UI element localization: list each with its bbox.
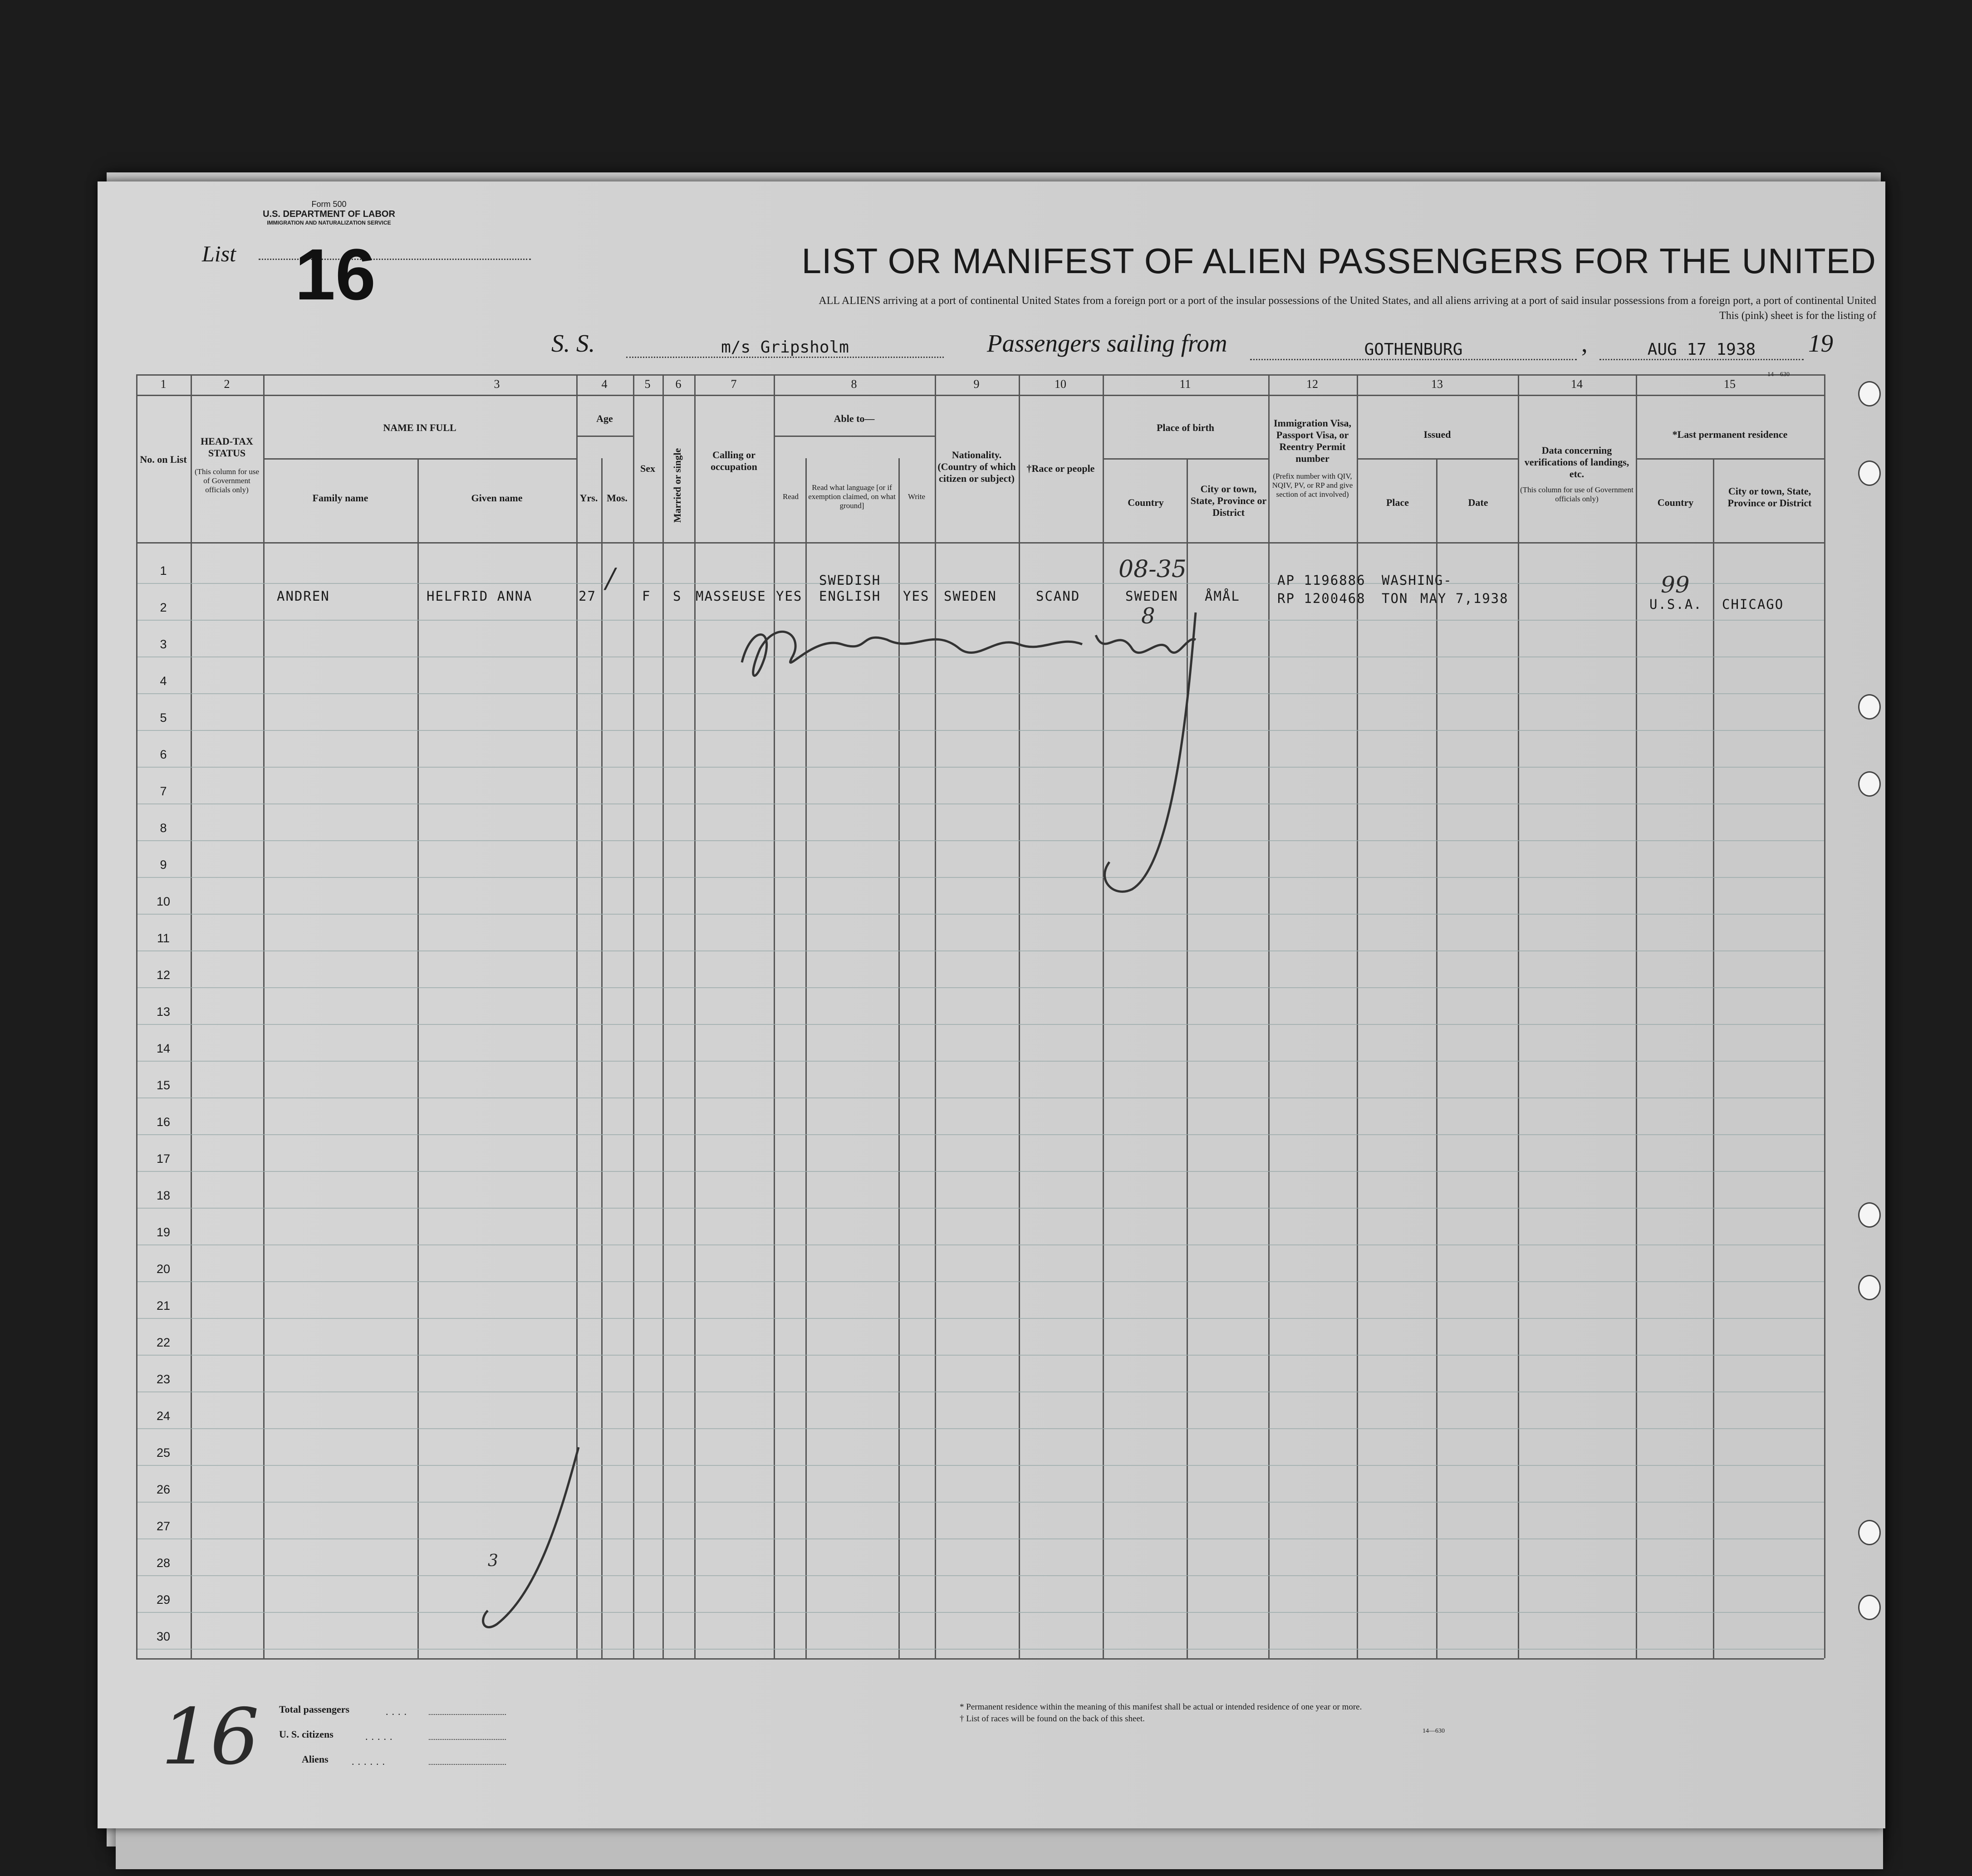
row-number: 19 — [156, 1225, 171, 1239]
footnote-races: † List of races will be found on the back of this sheet. — [960, 1714, 1145, 1724]
header-birth-country: Country — [1128, 497, 1164, 508]
header-head-tax-note: (This column for use of Government officials only) — [194, 467, 260, 494]
binder-hole — [1858, 460, 1881, 486]
column-number: 3 — [494, 377, 500, 391]
row-rule — [137, 1134, 1824, 1135]
row-number: 5 — [160, 711, 167, 725]
header-place-of-birth: Place of birth — [1156, 422, 1215, 433]
header-visa-note: (Prefix number with QIV, NQIV, PV, or RP and give section of act involved) — [1272, 472, 1353, 499]
row-rule — [137, 1575, 1824, 1576]
service: IMMIGRATION AND NATURALIZATION SERVICE — [267, 220, 391, 226]
us-citizens-label: U. S. citizens — [279, 1729, 334, 1740]
ship-name: m/s Gripsholm — [626, 338, 944, 358]
header-no-on-list: No. on List — [140, 454, 187, 465]
list-number: 16 — [295, 234, 376, 315]
year-label: 19 — [1808, 329, 1833, 357]
column-number: 15 — [1724, 377, 1736, 391]
binder-hole — [1858, 771, 1881, 797]
subheader-line — [576, 436, 633, 437]
header-bottom-border — [136, 542, 1824, 544]
entry-race: SCAND — [1036, 588, 1080, 604]
binder-hole — [1858, 1595, 1881, 1620]
subheader-line — [1103, 458, 1268, 460]
departure-date: AUG 17 1938 — [1599, 340, 1804, 360]
subheader-line — [1636, 458, 1824, 460]
row-rule — [137, 950, 1824, 951]
row-number: 16 — [156, 1115, 171, 1129]
page-title: LIST OR MANIFEST OF ALIEN PASSENGERS FOR THE UNITED — [801, 241, 1876, 281]
leader-dots: ..... — [365, 1731, 396, 1742]
row-number: 18 — [156, 1189, 171, 1202]
row-rule — [137, 583, 1824, 584]
header-last-residence: *Last permanent residence — [1672, 429, 1788, 440]
entry-language-1: SWEDISH — [819, 573, 881, 588]
col-line — [601, 458, 603, 1658]
entry-sex: F — [642, 588, 651, 604]
binder-hole — [1858, 1275, 1881, 1300]
header-read-language: Read what language [or if exemption claimed, on what ground] — [808, 483, 896, 510]
subtitle-line-2: This (pink) sheet is for the listing of — [1719, 310, 1876, 322]
row-number: 9 — [160, 858, 167, 872]
row-rule — [137, 1171, 1824, 1172]
header-race: †Race or people — [1026, 463, 1095, 474]
subtitle-line-1: ALL ALIENS arriving at a port of continental United States from a foreign port or a port of the insular possessions of the United States, and all aliens arriving at a port of said insular possessions from a foreign port, a port of continental United — [819, 295, 1876, 307]
entry-issued-place-1: WASHING- — [1382, 573, 1452, 588]
department: U.S. DEPARTMENT OF LABOR — [263, 209, 395, 219]
row-rule — [137, 1208, 1824, 1209]
header-head-tax: HEAD-TAX STATUS — [201, 436, 253, 459]
aliens-label: Aliens — [302, 1754, 329, 1765]
header-married: Married or single — [672, 448, 683, 523]
table-bottom-border — [136, 1658, 1824, 1660]
handwritten-code: 08-35 — [1118, 556, 1187, 583]
subheader-line — [1357, 458, 1518, 460]
row-rule — [137, 1281, 1824, 1282]
aliens-line — [429, 1764, 506, 1765]
entry-nationality: SWEDEN — [944, 588, 997, 604]
handwritten-residence-mark: 99 — [1661, 572, 1690, 598]
list-label: List — [202, 241, 236, 266]
row-number: 22 — [156, 1336, 171, 1349]
row-number: 21 — [156, 1299, 171, 1313]
header-yrs: Yrs. — [579, 492, 598, 504]
row-number: 27 — [156, 1519, 171, 1533]
row-rule — [137, 1612, 1824, 1613]
leader-dots: .... — [386, 1706, 410, 1717]
row-number: 15 — [156, 1078, 171, 1092]
entry-read: YES — [776, 588, 803, 604]
form-number: Form 500 — [311, 200, 347, 209]
header-verifications: Data concerning verifications of landings, etc. — [1524, 445, 1629, 480]
row-number: 14 — [156, 1042, 171, 1055]
row-rule — [137, 1061, 1824, 1062]
row-rule — [137, 1244, 1824, 1245]
handwritten-sheet-number: 16 — [161, 1692, 260, 1782]
entry-issued-place-2: TON — [1382, 591, 1408, 606]
entry-family-name: ANDREN — [277, 588, 330, 604]
binder-hole — [1858, 1202, 1881, 1228]
column-number: 11 — [1179, 377, 1191, 391]
row-number: 11 — [157, 931, 170, 945]
row-rule — [137, 1649, 1824, 1650]
handwritten-row-mark: 3 — [488, 1552, 498, 1570]
header-sex: Sex — [640, 463, 655, 474]
entry-visa-1: AP 1196886 — [1277, 573, 1366, 588]
row-number: 7 — [160, 784, 167, 798]
entry-age: 27 — [579, 588, 596, 604]
entry-birth-country: SWEDEN — [1125, 588, 1178, 604]
column-number: 4 — [601, 377, 608, 391]
subheader-line — [774, 436, 935, 437]
comma: , — [1581, 329, 1588, 357]
total-passengers-label: Total passengers — [279, 1704, 350, 1715]
column-number: 14 — [1571, 377, 1583, 391]
header-age: Age — [596, 413, 613, 424]
row-number: 20 — [156, 1262, 171, 1276]
form-code-top: 14—630 — [1767, 371, 1790, 378]
row-number: 25 — [156, 1446, 171, 1460]
col-line — [1713, 458, 1714, 1658]
entry-language-2: ENGLISH — [819, 588, 881, 604]
row-number: 12 — [156, 968, 171, 982]
binder-hole — [1858, 1520, 1881, 1545]
row-rule — [137, 1502, 1824, 1503]
manifest-sheet — [98, 181, 1885, 1828]
header-name-in-full: NAME IN FULL — [383, 422, 456, 433]
row-rule — [137, 1465, 1824, 1466]
column-number: 8 — [851, 377, 857, 391]
row-number: 8 — [160, 821, 167, 835]
subheader-line — [263, 458, 576, 460]
entry-issued-date: MAY 7,1938 — [1420, 591, 1509, 606]
row-rule — [137, 1318, 1824, 1319]
entry-given-name: HELFRID ANNA — [427, 588, 533, 604]
column-number: 13 — [1431, 377, 1443, 391]
col-number-border — [136, 395, 1824, 396]
us-citizens-line — [429, 1739, 506, 1740]
row-rule — [137, 1428, 1824, 1429]
entry-visa-2: RP 1200468 — [1277, 591, 1366, 606]
header-res-country: Country — [1657, 497, 1694, 508]
entry-res-country: U.S.A. — [1649, 597, 1702, 612]
header-issued: Issued — [1423, 429, 1451, 440]
signature-scribble — [724, 608, 1295, 898]
row-number: 24 — [156, 1409, 171, 1423]
row-number: 1 — [160, 564, 167, 578]
row-rule — [137, 914, 1824, 915]
column-number: 9 — [973, 377, 980, 391]
row-rule — [137, 987, 1824, 988]
row-rule — [137, 1355, 1824, 1356]
col-line — [417, 458, 419, 1658]
handwritten-mark: / — [606, 563, 615, 594]
col-line — [1436, 458, 1437, 1658]
table-top-border — [136, 374, 1824, 376]
header-visa: Immigration Visa, Passport Visa, or Reentry Permit number — [1273, 417, 1352, 464]
row-rule — [137, 1391, 1824, 1392]
row-number: 30 — [156, 1630, 171, 1643]
total-passengers-line — [429, 1714, 506, 1715]
entry-birth-city: ÅMÅL — [1205, 588, 1240, 604]
ss-label: S. S. — [551, 329, 595, 357]
departure-port: GOTHENBURG — [1250, 340, 1577, 360]
header-nationality: Nationality. (Country of which citizen or subject) — [937, 449, 1016, 484]
column-number: 5 — [644, 377, 651, 391]
leader-dots: ...... — [352, 1756, 388, 1767]
row-number: 4 — [160, 674, 167, 688]
header-read: Read — [783, 492, 799, 501]
column-number: 12 — [1306, 377, 1318, 391]
binder-hole — [1858, 381, 1881, 407]
sailing-label: Passengers sailing from — [987, 329, 1227, 357]
row-number: 2 — [160, 601, 167, 614]
entry-write: YES — [903, 588, 930, 604]
row-number: 28 — [156, 1556, 171, 1570]
column-number: 10 — [1055, 377, 1066, 391]
row-number: 13 — [156, 1005, 171, 1019]
entry-occupation: MASSEUSE — [696, 588, 766, 604]
row-number: 10 — [156, 895, 171, 908]
entry-marital: S — [673, 588, 682, 604]
column-number: 7 — [731, 377, 737, 391]
column-number: 6 — [675, 377, 682, 391]
row-number: 17 — [156, 1152, 171, 1166]
row-rule — [137, 1097, 1824, 1098]
row-number: 26 — [156, 1483, 171, 1496]
form-code-bottom: 14—630 — [1423, 1728, 1445, 1734]
col-line — [1824, 374, 1825, 1658]
header-calling: Calling or occupation — [711, 449, 757, 472]
row-number: 6 — [160, 748, 167, 761]
header-write: Write — [908, 492, 926, 501]
row-rule — [137, 1024, 1824, 1025]
entry-res-city: CHICAGO — [1722, 597, 1784, 612]
header-verifications-note: (This column for use of Government officials only) — [1520, 485, 1634, 503]
row-number: 3 — [160, 637, 167, 651]
header-res-city: City or town, State, Province or District — [1727, 485, 1812, 509]
footnote-permanent: * Permanent residence within the meaning of this manifest shall be actual or intended residence of one year or more. — [960, 1702, 1362, 1712]
header-issued-date: Date — [1468, 497, 1488, 508]
binder-hole — [1858, 694, 1881, 720]
header-able-to: Able to— — [834, 413, 875, 424]
header-family-name: Family name — [312, 492, 368, 504]
handwritten-line — [470, 1443, 588, 1633]
header-birth-city: City or town, State, Province or District — [1190, 483, 1267, 518]
header-issued-place: Place — [1386, 497, 1409, 508]
form-header — [243, 200, 415, 226]
row-number: 29 — [156, 1593, 171, 1607]
header-given-name: Given name — [471, 492, 523, 504]
column-number: 1 — [160, 377, 167, 391]
column-number: 2 — [224, 377, 230, 391]
row-rule — [137, 1538, 1824, 1539]
header-mos: Mos. — [607, 492, 628, 504]
handwritten-time: 8 — [1141, 603, 1155, 629]
row-number: 23 — [156, 1372, 171, 1386]
